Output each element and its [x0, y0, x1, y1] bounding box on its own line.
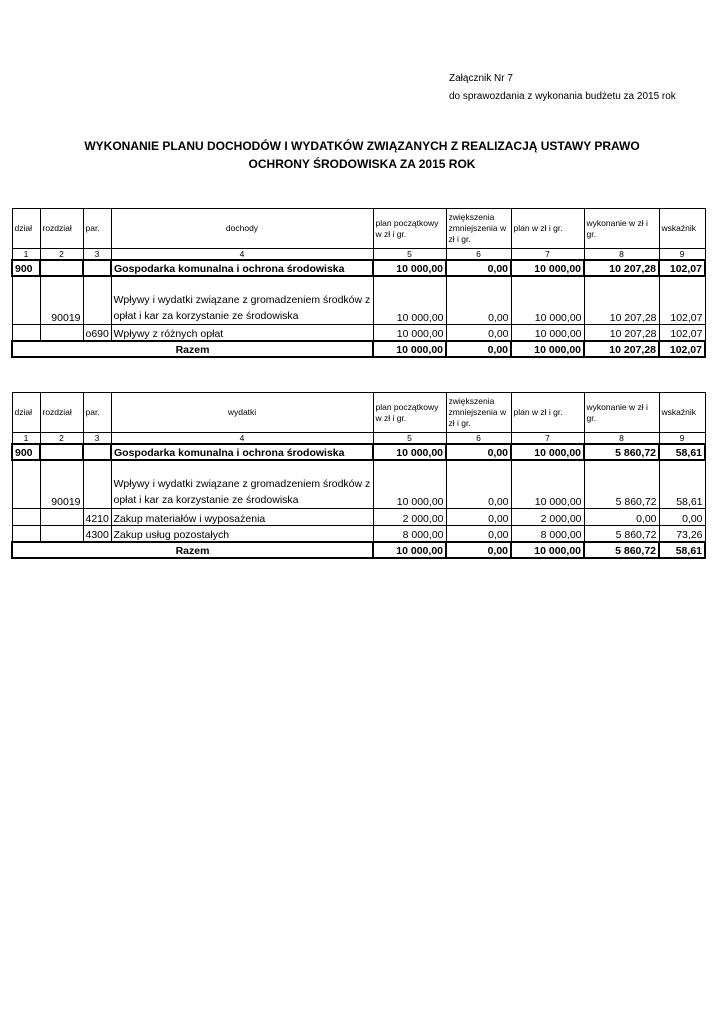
item-plan2: 2 000,00	[511, 508, 584, 525]
header-change: zwiększenia zmniejszenia w zł i gr.	[446, 393, 511, 433]
chapter-desc: Wpływy i wydatki związane z gromadzeniem środków z opłat i kar za korzystanie ze środowiska	[111, 460, 373, 508]
item-ratio: 73,26	[659, 525, 705, 542]
section-plan: 10 000,00	[373, 444, 446, 460]
annex-description: do sprawozdania z wykonania budżetu za 2015 rok	[449, 91, 676, 102]
total-label: Razem	[12, 341, 373, 357]
header-plan2: plan w zł i gr.	[511, 209, 584, 249]
col-num: 9	[659, 249, 705, 261]
total-plan: 10 000,00	[373, 542, 446, 558]
income-column-numbers	[12, 249, 705, 261]
item-par: 4210	[83, 508, 111, 525]
item-dzial	[12, 508, 40, 525]
item-change: 0,00	[446, 324, 511, 341]
item-par: 4300	[83, 525, 111, 542]
section-plan2: 10 000,00	[511, 260, 584, 276]
col-num: 5	[373, 249, 446, 261]
expense-item-row	[12, 508, 705, 525]
chapter-dzial	[12, 460, 40, 508]
section-rozdzial	[40, 444, 83, 460]
income-chapter-row	[12, 276, 705, 324]
section-rozdzial	[40, 260, 83, 276]
section-par	[83, 260, 111, 276]
item-change: 0,00	[446, 508, 511, 525]
header-rozdzial: rozdział	[40, 393, 83, 433]
title-line-2: OCHRONY ŚRODOWISKA ZA 2015 ROK	[248, 157, 476, 171]
total-change: 0,00	[446, 542, 511, 558]
header-exec: wykonanie w zł i gr.	[584, 393, 659, 433]
col-num: 5	[373, 433, 446, 445]
header-desc: dochody	[111, 209, 373, 249]
chapter-rozdzial: 90019	[40, 276, 83, 324]
expense-column-numbers	[12, 433, 705, 445]
chapter-plan: 10 000,00	[373, 460, 446, 508]
income-total-row	[12, 341, 705, 357]
item-desc: Wpływy z różnych opłat	[111, 324, 373, 341]
col-num: 2	[40, 433, 83, 445]
col-num: 4	[111, 249, 373, 261]
col-num: 6	[446, 433, 511, 445]
item-rozdzial	[40, 508, 83, 525]
section-exec: 10 207,28	[584, 260, 659, 276]
header-change: zwiększenia zmniejszenia w zł i gr.	[446, 209, 511, 249]
section-dzial: 900	[12, 444, 40, 460]
section-desc: Gospodarka komunalna i ochrona środowiska	[111, 444, 373, 460]
chapter-ratio: 102,07	[659, 276, 705, 324]
section-par	[83, 444, 111, 460]
section-exec: 5 860,72	[584, 444, 659, 460]
section-ratio: 102,07	[659, 260, 705, 276]
section-plan: 10 000,00	[373, 260, 446, 276]
item-exec: 5 860,72	[584, 525, 659, 542]
section-change: 0,00	[446, 444, 511, 460]
item-exec: 0,00	[584, 508, 659, 525]
section-ratio: 58,61	[659, 444, 705, 460]
chapter-exec: 10 207,28	[584, 276, 659, 324]
col-num: 4	[111, 433, 373, 445]
col-num: 1	[12, 249, 40, 261]
item-plan2: 8 000,00	[511, 525, 584, 542]
header-plan: plan początkowy w zł i gr.	[373, 209, 446, 249]
col-num: 6	[446, 249, 511, 261]
col-num: 8	[584, 433, 659, 445]
col-num: 3	[83, 249, 111, 261]
annex-number: Załącznik Nr 7	[449, 73, 513, 84]
section-change: 0,00	[446, 260, 511, 276]
col-num: 7	[511, 249, 584, 261]
total-ratio: 58,61	[659, 542, 705, 558]
total-exec: 5 860,72	[584, 542, 659, 558]
chapter-exec: 5 860,72	[584, 460, 659, 508]
expense-chapter-row	[12, 460, 705, 508]
expense-total-row	[12, 542, 705, 558]
col-num: 1	[12, 433, 40, 445]
section-desc: Gospodarka komunalna i ochrona środowiska	[111, 260, 373, 276]
header-rozdzial: rozdział	[40, 209, 83, 249]
header-plan: plan początkowy w zł i gr.	[373, 393, 446, 433]
annex-note	[449, 70, 676, 106]
chapter-par	[83, 460, 111, 508]
chapter-dzial	[12, 276, 40, 324]
col-num: 8	[584, 249, 659, 261]
total-plan2: 10 000,00	[511, 341, 584, 357]
total-change: 0,00	[446, 341, 511, 357]
item-plan2: 10 000,00	[511, 324, 584, 341]
item-plan: 10 000,00	[373, 324, 446, 341]
chapter-change: 0,00	[446, 460, 511, 508]
expense-section-row	[12, 444, 705, 460]
total-label: Razem	[12, 542, 373, 558]
item-plan: 8 000,00	[373, 525, 446, 542]
expense-item-row	[12, 525, 705, 542]
income-table	[11, 208, 706, 358]
item-desc: Zakup materiałów i wyposażenia	[111, 508, 373, 525]
item-desc: Zakup usług pozostałych	[111, 525, 373, 542]
item-exec: 10 207,28	[584, 324, 659, 341]
item-plan: 2 000,00	[373, 508, 446, 525]
item-par: o690	[83, 324, 111, 341]
item-rozdzial	[40, 324, 83, 341]
total-plan: 10 000,00	[373, 341, 446, 357]
document-title	[0, 137, 724, 173]
col-num: 3	[83, 433, 111, 445]
title-line-1: WYKONANIE PLANU DOCHODÓW I WYDATKÓW ZWIĄZANYCH Z REALIZACJĄ USTAWY PRAWO	[84, 139, 640, 153]
expense-header-row	[12, 393, 705, 433]
chapter-plan: 10 000,00	[373, 276, 446, 324]
col-num: 2	[40, 249, 83, 261]
header-plan2: plan w zł i gr.	[511, 393, 584, 433]
item-ratio: 102,07	[659, 324, 705, 341]
item-rozdzial	[40, 525, 83, 542]
chapter-rozdzial: 90019	[40, 460, 83, 508]
total-plan2: 10 000,00	[511, 542, 584, 558]
chapter-ratio: 58,61	[659, 460, 705, 508]
chapter-plan2: 10 000,00	[511, 276, 584, 324]
header-desc: wydatki	[111, 393, 373, 433]
header-ratio: wskaźnik	[659, 393, 705, 433]
section-dzial: 900	[12, 260, 40, 276]
item-dzial	[12, 525, 40, 542]
chapter-desc: Wpływy i wydatki związane z gromadzeniem środków z opłat i kar za korzystanie ze środowiska	[111, 276, 373, 324]
income-header-row	[12, 209, 705, 249]
chapter-plan2: 10 000,00	[511, 460, 584, 508]
total-exec: 10 207,28	[584, 341, 659, 357]
chapter-par	[83, 276, 111, 324]
col-num: 9	[659, 433, 705, 445]
income-section-row	[12, 260, 705, 276]
total-ratio: 102,07	[659, 341, 705, 357]
chapter-change: 0,00	[446, 276, 511, 324]
item-change: 0,00	[446, 525, 511, 542]
col-num: 7	[511, 433, 584, 445]
header-exec: wykonanie w zł i gr.	[584, 209, 659, 249]
header-par: par.	[83, 393, 111, 433]
header-ratio: wskaźnik	[659, 209, 705, 249]
item-dzial	[12, 324, 40, 341]
section-plan2: 10 000,00	[511, 444, 584, 460]
item-ratio: 0,00	[659, 508, 705, 525]
header-par: par.	[83, 209, 111, 249]
income-item-row	[12, 324, 705, 341]
expense-table	[11, 392, 706, 559]
header-dzial: dział	[12, 393, 40, 433]
header-dzial: dział	[12, 209, 40, 249]
